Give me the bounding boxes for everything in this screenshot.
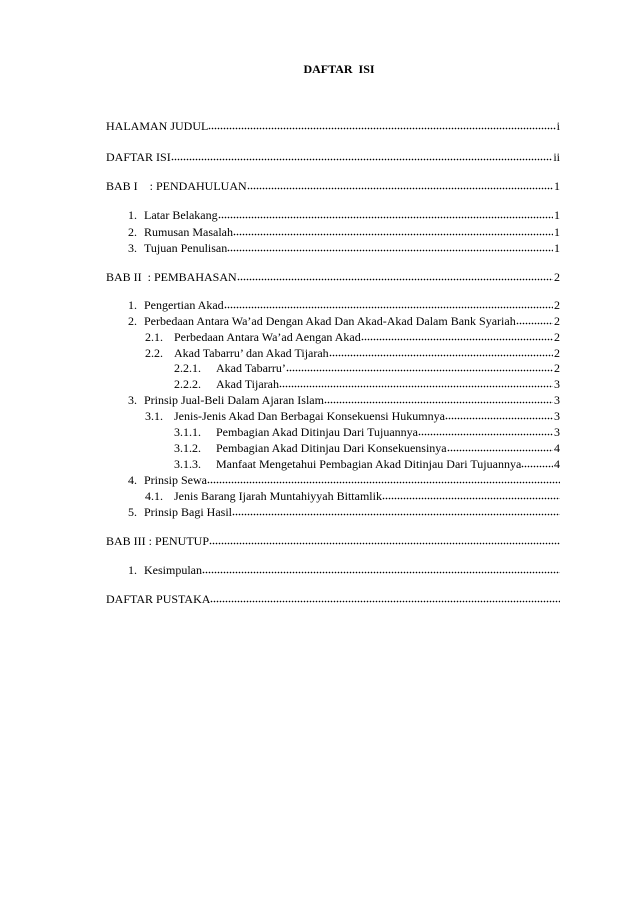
toc-entry-title: Manfaat Mengetahui Pembagian Akad Ditinjau Dari Tujuannya bbox=[216, 457, 522, 471]
toc-entry-title: Pengertian Akad bbox=[144, 298, 224, 312]
toc-entry-title: Jenis Barang Ijarah Muntahiyyah Bittamlik bbox=[174, 489, 382, 503]
dot-leader bbox=[329, 354, 553, 357]
toc-entry-page: 2 bbox=[554, 298, 560, 312]
dot-leader bbox=[516, 322, 553, 325]
toc-entry-page: i bbox=[556, 119, 560, 133]
toc-entry-page: 2 bbox=[554, 314, 560, 328]
toc-entry-rumusan-masalah bbox=[128, 225, 560, 239]
toc-entry-page: 2 bbox=[554, 330, 560, 344]
toc-entry-number: 3.1.1. bbox=[174, 425, 201, 439]
toc-entry-number: 1. bbox=[128, 298, 137, 312]
toc-entry-title: Perbedaan Antara Wa’ad Dengan Akad Dan Akad-Akad Dalam Bank Syariah bbox=[144, 314, 516, 328]
dot-leader bbox=[233, 233, 553, 236]
toc-entry-page: 2 bbox=[554, 270, 560, 284]
toc-entry-title: Kesimpulan bbox=[144, 563, 202, 577]
dot-leader bbox=[521, 465, 553, 468]
dot-leader bbox=[382, 497, 560, 500]
toc-entry-page: 4 bbox=[554, 441, 560, 455]
dot-leader bbox=[286, 369, 553, 372]
toc-entry-title: BAB II : PEMBAHASAN bbox=[106, 270, 237, 284]
toc-entry-daftar-pustaka bbox=[106, 592, 560, 606]
toc-entry-page: 1 bbox=[554, 179, 560, 193]
toc-entry-title: HALAMAN JUDUL bbox=[106, 119, 209, 133]
dot-leader bbox=[227, 249, 553, 252]
toc-entry-jenis-barang-ijarah bbox=[145, 489, 560, 503]
toc-entry-pembagian-konsekuensinya bbox=[174, 441, 560, 455]
page-title: DAFTAR ISI bbox=[303, 62, 375, 76]
toc-entry-page: 2 bbox=[554, 346, 560, 360]
toc-entry-page: 1 bbox=[554, 225, 560, 239]
toc-entry-prinsip-sewa bbox=[128, 473, 560, 487]
toc-entry-number: 2.2.2. bbox=[174, 377, 201, 391]
toc-entry-title: Pembagian Akad Ditinjau Dari Tujuannya bbox=[216, 425, 418, 439]
toc-entry-manfaat-mengetahui bbox=[174, 457, 560, 471]
dot-leader bbox=[247, 187, 553, 190]
dot-leader bbox=[202, 571, 560, 574]
toc-entry-pengertian-akad bbox=[128, 298, 560, 312]
dot-leader bbox=[218, 216, 553, 219]
dot-leader bbox=[209, 542, 560, 545]
toc-entry-number: 1. bbox=[128, 563, 137, 577]
toc-entry-title: BAB I : PENDAHULUAN bbox=[106, 179, 247, 193]
toc-entry-number: 2.2.1. bbox=[174, 361, 201, 375]
toc-entry-title: Akad Tijarah bbox=[216, 377, 279, 391]
toc-entry-page: 2 bbox=[554, 361, 560, 375]
dot-leader bbox=[361, 338, 553, 341]
toc-entry-number: 3. bbox=[128, 393, 137, 407]
toc-entry-page: 3 bbox=[554, 425, 560, 439]
toc-entry-title: Latar Belakang bbox=[144, 208, 218, 222]
toc-entry-daftar-isi bbox=[106, 150, 560, 164]
dot-leader bbox=[232, 513, 560, 516]
toc-entry-title: Pembagian Akad Ditinjau Dari Konsekuensinya bbox=[216, 441, 447, 455]
toc-entry-title: Prinsip Sewa bbox=[144, 473, 207, 487]
toc-entry-title: Akad Tabarru’ dan Akad Tijarah bbox=[174, 346, 329, 360]
toc-entry-bab-2 bbox=[106, 270, 560, 284]
toc-entry-bab-3 bbox=[106, 534, 560, 548]
toc-entry-pembagian-tujuannya bbox=[174, 425, 560, 439]
dot-leader bbox=[210, 600, 560, 603]
toc-entry-title: BAB III : PENUTUP bbox=[106, 534, 210, 548]
dot-leader bbox=[324, 401, 553, 404]
dot-leader bbox=[445, 417, 553, 420]
toc-entry-perbedaan-waad-akad bbox=[128, 314, 560, 328]
dot-leader bbox=[418, 433, 553, 436]
toc-entry-prinsip-bagi-hasil bbox=[128, 505, 560, 519]
toc-entry-akad-tijarah bbox=[174, 377, 560, 391]
dot-leader bbox=[208, 127, 555, 130]
toc-entry-page: 1 bbox=[554, 208, 560, 222]
toc-entry-title: Jenis-Jenis Akad Dan Berbagai Konsekuensi Hukumnya bbox=[174, 409, 445, 423]
toc-entry-jenis-jenis-akad bbox=[145, 409, 560, 423]
dot-leader bbox=[237, 278, 553, 281]
dot-leader bbox=[447, 449, 553, 452]
toc-entry-title: Rumusan Masalah bbox=[144, 225, 233, 239]
toc-entry-latar-belakang bbox=[128, 208, 560, 222]
toc-entry-title: Prinsip Bagi Hasil bbox=[144, 505, 233, 519]
toc-entry-page: 3 bbox=[554, 409, 560, 423]
toc-entry-number: 3. bbox=[128, 241, 137, 255]
toc-entry-number: 2. bbox=[128, 314, 137, 328]
toc-entry-akad-tabarru-tijarah bbox=[145, 346, 560, 360]
toc-entry-bab-1 bbox=[106, 179, 560, 193]
toc-entry-number: 2. bbox=[128, 225, 137, 239]
toc-entry-number: 1. bbox=[128, 208, 137, 222]
dot-leader bbox=[279, 385, 553, 388]
toc-entry-number: 3.1.2. bbox=[174, 441, 201, 455]
toc-entry-title: Prinsip Jual-Beli Dalam Ajaran Islam bbox=[144, 393, 324, 407]
toc-entry-perbedaan-waad-aengan-akad bbox=[145, 330, 560, 344]
toc-entry-title: Tujuan Penulisan bbox=[144, 241, 228, 255]
toc-entry-halaman-judul bbox=[106, 119, 560, 133]
toc-entry-number: 4.1. bbox=[145, 489, 163, 503]
dot-leader bbox=[207, 481, 560, 484]
toc-entry-number: 2.1. bbox=[145, 330, 163, 344]
toc-entry-number: 4. bbox=[128, 473, 137, 487]
dot-leader bbox=[224, 306, 553, 309]
toc-entry-page: 3 bbox=[554, 377, 560, 391]
toc-entry-page: 4 bbox=[554, 457, 560, 471]
toc-entry-number: 2.2. bbox=[145, 346, 163, 360]
toc-entry-page: 1 bbox=[554, 241, 560, 255]
toc-entry-title: DAFTAR PUSTAKA bbox=[106, 592, 211, 606]
toc-entry-kesimpulan bbox=[128, 563, 560, 577]
toc-entry-title: Akad Tabarru’ bbox=[216, 361, 286, 375]
toc-entry-tujuan-penulisan bbox=[128, 241, 560, 255]
toc-entry-akad-tabarru bbox=[174, 361, 560, 375]
toc-entry-title: DAFTAR ISI bbox=[106, 150, 171, 164]
toc-entry-title: Perbedaan Antara Wa’ad Aengan Akad bbox=[174, 330, 361, 344]
toc-entry-page: 3 bbox=[554, 393, 560, 407]
dot-leader bbox=[171, 158, 553, 161]
toc-entry-prinsip-jual-beli bbox=[128, 393, 560, 407]
toc-entry-number: 3.1.3. bbox=[174, 457, 201, 471]
toc-entry-number: 5. bbox=[128, 505, 137, 519]
toc-entry-page: ii bbox=[553, 150, 560, 164]
toc-entry-number: 3.1. bbox=[145, 409, 163, 423]
